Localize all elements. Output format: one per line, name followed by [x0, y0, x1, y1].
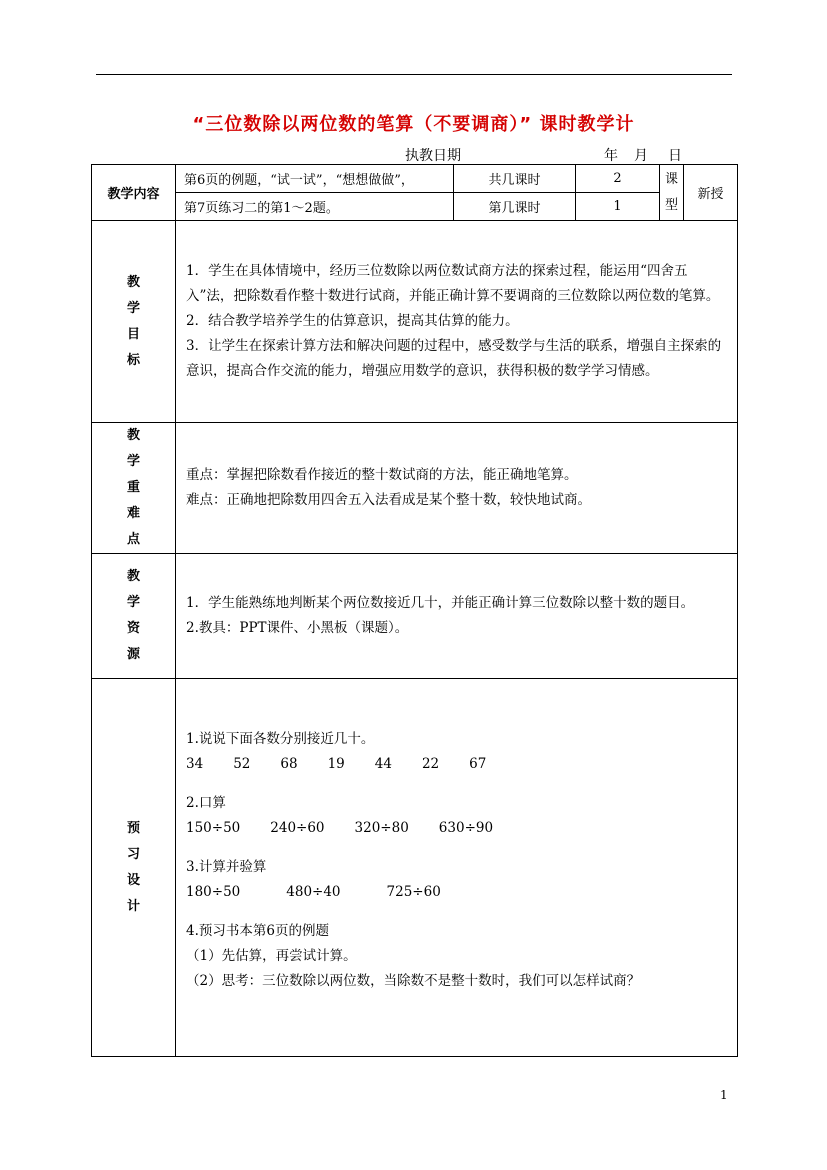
resource-item: 1．学生能熟练地判断某个两位数接近几十，并能正确计算三位数除以整十数的题目。 — [186, 595, 695, 611]
expression-item: 725÷60 — [386, 884, 441, 900]
year-label: 年 — [604, 148, 618, 164]
preview-q1-title: 1.说说下面各数分别接近几十。 — [186, 731, 375, 747]
preview-q2-title: 2.口算 — [186, 795, 226, 811]
focus-text: 重点：掌握把除数看作接近的整十数试商的方法，能正确地笔算。 — [186, 467, 578, 483]
number-item: 67 — [469, 756, 487, 772]
total-lessons-label: 共几课时 — [454, 165, 576, 193]
goals-label: 教学目标 — [92, 221, 176, 423]
preview-content — [176, 679, 738, 1057]
resources-row — [92, 554, 738, 679]
key-points-row — [92, 423, 738, 554]
preview-q4-title: 4.预习书本第6页的例题 — [186, 923, 329, 939]
preview-q3-items — [186, 880, 727, 905]
preview-q4-sub1: （1）先估算，再尝试计算。 — [186, 948, 357, 964]
nth-lesson-label: 第几课时 — [454, 193, 576, 221]
key-points-label: 教学重难点 — [92, 423, 176, 554]
expression-item: 630÷90 — [438, 820, 494, 836]
resources-label: 教学资源 — [92, 554, 176, 679]
goal-item: 3．让学生在探索计算方法和解决问题的过程中，感受数学与生活的联系，增强自主探索的意识，提高合作交流的能力，增强应用数学的意识，获得积极的数学学习情感。 — [186, 338, 722, 379]
resource-item: 2.教具：PPT课件、小黑板（课题）。 — [186, 620, 409, 636]
lesson-type-label: 课型 — [660, 165, 684, 221]
key-points-content — [176, 423, 738, 554]
number-item: 52 — [233, 756, 251, 772]
lesson-type-value: 新授 — [684, 165, 738, 221]
content-line-1: 第6页的例题，“试一试”，“想想做做”， — [176, 165, 454, 193]
content-label: 教学内容 — [92, 165, 176, 221]
page-number: 1 — [720, 1088, 728, 1102]
number-item: 34 — [186, 756, 204, 772]
expression-item: 480÷40 — [286, 884, 341, 900]
preview-q2-items — [186, 816, 727, 841]
preview-q4-sub2: （2）思考：三位数除以两位数，当除数不是整十数时，我们可以怎样试商？ — [186, 973, 641, 989]
date-label: 执教日期 — [405, 148, 461, 164]
number-item: 19 — [327, 756, 345, 772]
preview-q1-numbers — [186, 752, 727, 777]
preview-label: 预习设计 — [92, 679, 176, 1057]
expression-item: 180÷50 — [186, 884, 241, 900]
info-row-1 — [92, 165, 738, 193]
total-lessons-value: 2 — [576, 165, 660, 193]
expression-item: 320÷80 — [354, 820, 409, 836]
expression-item: 240÷60 — [270, 820, 325, 836]
info-row-2 — [92, 193, 738, 221]
lesson-plan-table — [91, 164, 738, 1057]
day-label: 日 — [668, 148, 682, 164]
number-item: 44 — [374, 756, 392, 772]
nth-lesson-value: 1 — [576, 193, 660, 221]
number-item: 22 — [421, 756, 440, 772]
number-item: 68 — [280, 756, 298, 772]
header-rule — [96, 74, 732, 75]
preview-row — [92, 679, 738, 1057]
content-line-2: 第7页练习二的第1～2题。 — [176, 193, 454, 221]
goals-content — [176, 221, 738, 423]
goal-item: 2．结合教学培养学生的估算意识，提高其估算的能力。 — [186, 313, 519, 329]
preview-q3-title: 3.计算并验算 — [186, 859, 267, 875]
difficulty-text: 难点：正确地把除数用四舍五入法看成是某个整十数，较快地试商。 — [186, 492, 591, 508]
goals-row — [92, 221, 738, 423]
goal-item: 1．学生在具体情境中，经历三位数除以两位数试商方法的探索过程，能运用“四舍五入”法，把除数看作整十数进行试商，并能正确计算不要调商的三位数除以两位数的笔算。 — [186, 263, 720, 304]
expression-item: 150÷50 — [186, 820, 241, 836]
document-title: “三位数除以两位数的笔算（不要调商）” 课时教学计 — [192, 114, 635, 135]
resources-content — [176, 554, 738, 679]
month-label: 月 — [634, 148, 648, 164]
